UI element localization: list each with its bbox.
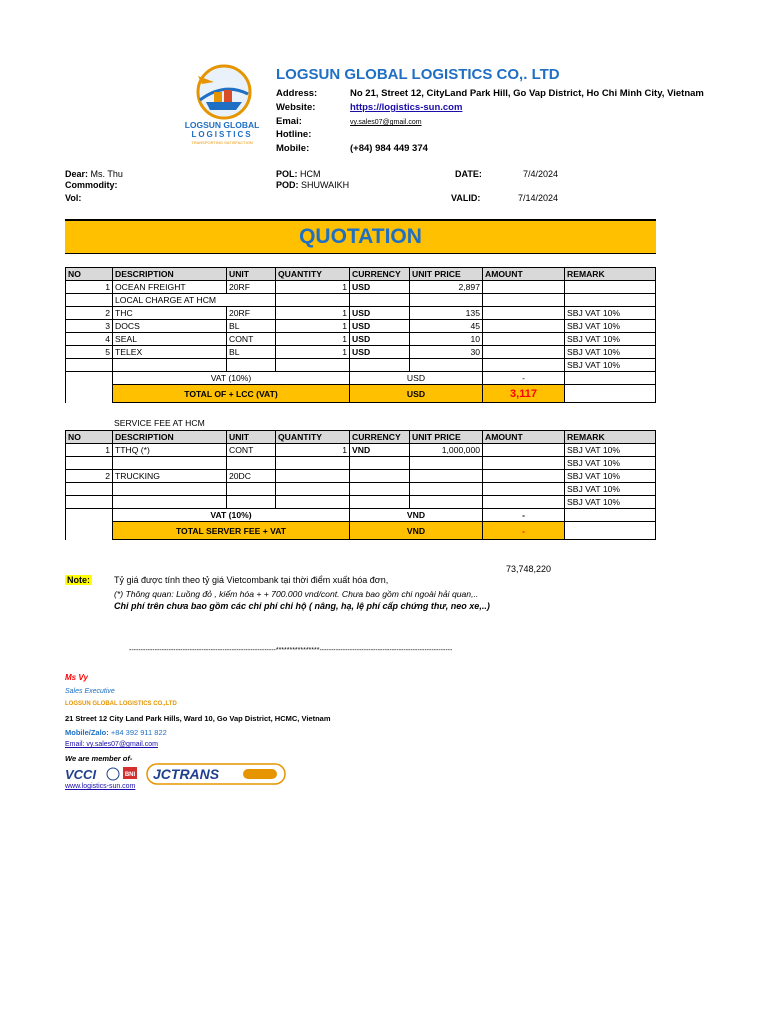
total-currency: USD — [350, 385, 483, 403]
mobile-label: Mobile: — [276, 143, 310, 154]
signature-mobile: Mobile/Zalo: +84 392 911 822 — [65, 728, 167, 737]
service-fee-title: SERVICE FEE AT HCM — [114, 418, 205, 428]
vol-row — [65, 193, 81, 203]
valid-value: 7/14/2024 — [518, 193, 559, 203]
quotation-banner — [65, 219, 656, 254]
mobile-row — [276, 143, 428, 154]
table-row: SBJ VAT 10% — [66, 359, 656, 372]
total-label: TOTAL OF + LCC (VAT) — [113, 385, 350, 403]
col-unit-price: UNIT PRICE — [410, 268, 483, 281]
vat-label: VAT (10%) — [113, 372, 350, 385]
hotline-label: Hotline: — [276, 129, 312, 140]
table-header — [66, 268, 656, 281]
vat-row — [66, 372, 656, 385]
signature-title: Sales Executive — [65, 688, 115, 695]
table-row: 2 THC 20RF 1 USD 135 SBJ VAT 10% — [66, 307, 656, 320]
company-logo — [178, 62, 266, 148]
company-name: LOGSUN GLOBAL LOGISTICS CO,. LTD — [276, 66, 560, 83]
email-link[interactable]: vy.sales07@gmail.com — [350, 119, 422, 126]
service-vat-currency: VND — [350, 509, 483, 522]
table-row: 5 TELEX BL 1 USD 30 SBJ VAT 10% — [66, 346, 656, 359]
signature-address: 21 Street 12 City Land Park Hills, Ward 10, Go Vap District, HCMC, Vietnam — [65, 714, 331, 723]
date-label: DATE: — [455, 169, 482, 179]
vat-row — [66, 509, 656, 522]
col-remark: REMARK — [565, 268, 656, 281]
bni-badge: BNI — [124, 772, 136, 778]
service-table — [65, 430, 656, 540]
dear-value: Ms. Thu — [90, 169, 123, 179]
col-description: DESCRIPTION — [113, 268, 227, 281]
note-line-2: (*) Thông quan: Luồng đỏ , kiểm hóa + + 700.000 vnd/cont. Chưa bao gồm chi ngoài hải quan,.. — [114, 589, 479, 599]
logo-tagline: TRANSPORTING SATISFACTION — [191, 140, 253, 145]
vat-currency: USD — [350, 372, 483, 385]
pod-label: POD: — [276, 180, 299, 190]
pod-row — [276, 180, 349, 190]
logo-text-1: LOGSUN GLOBAL — [184, 120, 260, 130]
pod-value: SHUWAIKH — [301, 180, 350, 190]
mobile-value: (+84) 984 449 374 — [350, 143, 428, 154]
service-vat-label: VAT (10%) — [113, 509, 350, 522]
email-label: Emai: — [276, 116, 302, 127]
dear-label: Dear: — [65, 169, 89, 179]
website-label: Website: — [276, 102, 316, 113]
pol-value: HCM — [300, 169, 321, 179]
signature-company: LOGSUN GLOBAL LOGISTICS CO.,LTD — [65, 701, 177, 707]
total-amount: 3,117 — [483, 385, 565, 403]
local-charge-title-row — [66, 294, 656, 307]
logo-text-2: LOGISTICS — [191, 130, 253, 139]
signature-name: Ms Vy — [65, 673, 88, 682]
service-vat-amount: - — [483, 509, 565, 522]
service-total-label: TOTAL SERVER FEE + VAT — [113, 522, 350, 540]
grand-total: 73,748,220 — [506, 564, 552, 574]
address-label: Address: — [276, 88, 318, 99]
table-row: 3 DOCS BL 1 USD 45 SBJ VAT 10% — [66, 320, 656, 333]
website-link[interactable]: https://logistics-sun.com — [350, 102, 463, 113]
total-row — [66, 522, 656, 540]
table-row: SBJ VAT 10% — [66, 496, 656, 509]
signature-email[interactable]: Email: vy.sales07@gmail.com — [65, 741, 158, 748]
address-value: No 21, Street 12, CityLand Park Hill, Go Vap District, Ho Chi Minh City, Vietnam — [350, 88, 704, 99]
total-row — [66, 385, 656, 403]
col-no: NO — [66, 268, 113, 281]
note-line-1: Tỷ giá được tính theo tỷ giá Vietcombank tại thời điểm xuất hóa đơn, — [114, 575, 389, 585]
service-total-amount: - — [483, 522, 565, 540]
service-total-currency: VND — [350, 522, 483, 540]
pol-label: POL: — [276, 169, 298, 179]
membership-badges — [65, 763, 287, 785]
website-row — [276, 102, 462, 113]
pol-row — [276, 169, 321, 179]
date-value: 7/4/2024 — [523, 169, 559, 179]
vat-amount: - — [483, 372, 565, 385]
note-label: Note: — [67, 575, 90, 585]
quotation-title: QUOTATION — [299, 225, 422, 248]
table-row: 2 TRUCKING 20DC SBJ VAT 10% — [66, 470, 656, 483]
signature-website[interactable]: www.logistics-sun.com — [65, 783, 136, 790]
col-quantity: QUANTITY — [276, 268, 350, 281]
table-row: 1 TTHQ (*) CONT 1 VND 1,000,000 SBJ VAT 10% — [66, 444, 656, 457]
table-row: SBJ VAT 10% — [66, 483, 656, 496]
vcci-badge: VCCI — [65, 767, 97, 782]
table-row: 1 OCEAN FREIGHT 20RF 1 USD 2,897 — [66, 281, 656, 294]
hotline-row — [276, 129, 350, 140]
address-row — [276, 88, 704, 99]
col-unit: UNIT — [227, 268, 276, 281]
jctrans-badge: JCTRANS — [153, 766, 220, 782]
divider: ---------------------------------------------------------------****************--------------------------------------------------------- — [129, 647, 453, 654]
email-row — [276, 116, 422, 127]
member-label: We are member of- — [65, 754, 133, 763]
local-charge-title: LOCAL CHARGE AT HCM — [113, 294, 276, 307]
freight-table — [65, 267, 656, 403]
vol-label: Vol: — [65, 193, 82, 203]
table-row: 4 SEAL CONT 1 USD 10 SBJ VAT 10% — [66, 333, 656, 346]
valid-label: VALID: — [451, 193, 481, 203]
commodity-label: Commodity: — [65, 180, 118, 190]
note-line-3: Chi phí trên chưa bao gồm các chi phí chi hộ ( nâng, hạ, lệ phí cấp chứng thư, neo xe,..) — [114, 601, 490, 611]
table-header: NO DESCRIPTION UNIT QUANTITY CURRENCY UNIT PRICE AMOUNT REMARK — [66, 431, 656, 444]
commodity-row — [65, 180, 118, 190]
dear-row — [65, 169, 123, 179]
table-row: SBJ VAT 10% — [66, 457, 656, 470]
col-currency: CURRENCY — [350, 268, 410, 281]
col-amount: AMOUNT — [483, 268, 565, 281]
